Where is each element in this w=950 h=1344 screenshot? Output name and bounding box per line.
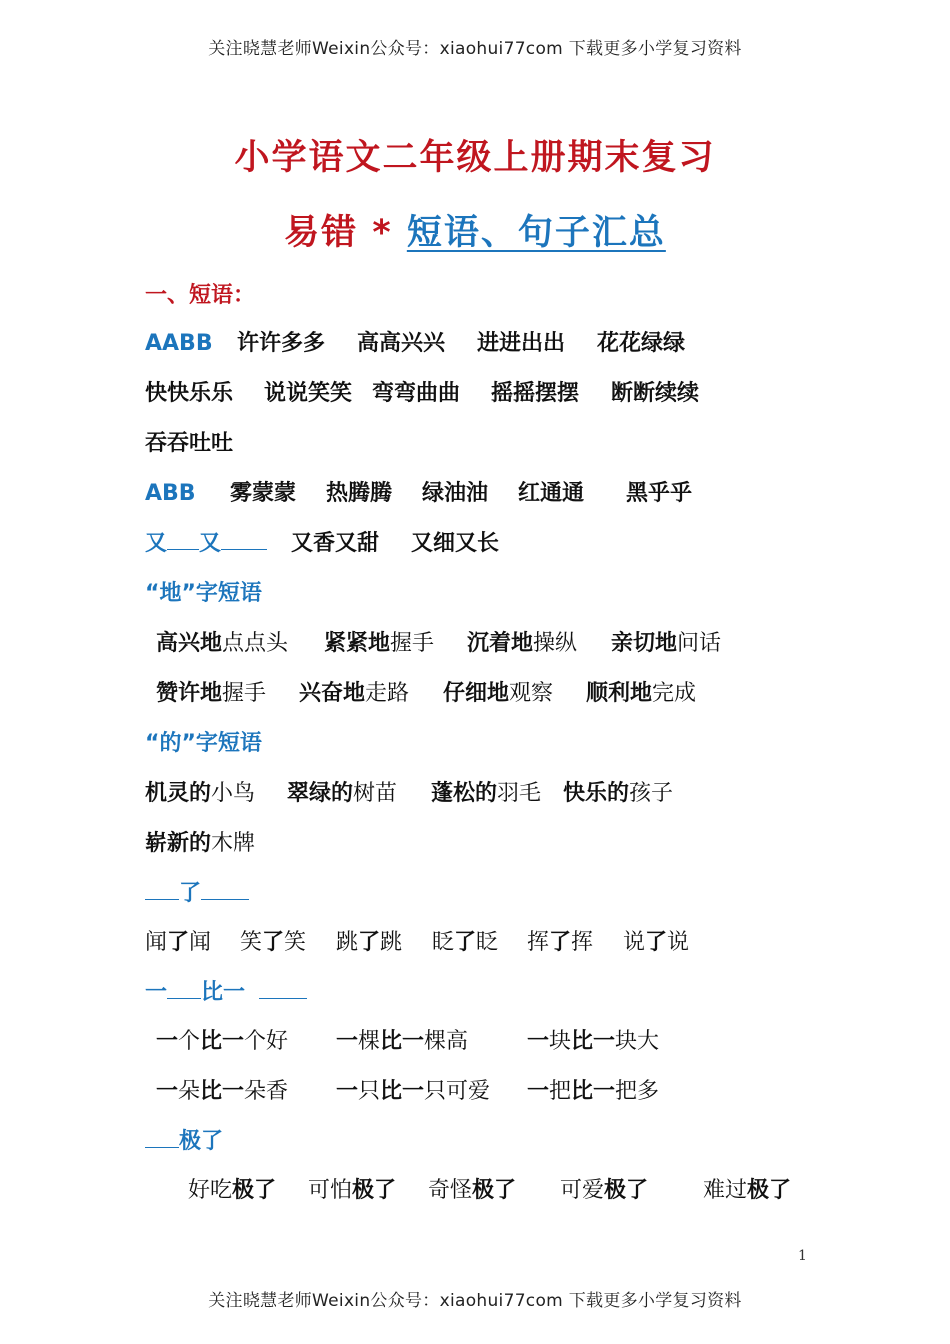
- list-item: 可爱极了: [560, 1178, 649, 1203]
- list-item: 笑了笑: [240, 930, 307, 955]
- bi-label-a: 一: [145, 980, 168, 1005]
- list-item: 紧紧地握手: [324, 631, 435, 656]
- aabb-row-3: [145, 426, 233, 457]
- ji-label: 极了: [179, 1129, 224, 1154]
- list-item: 蓬松的羽毛: [431, 781, 542, 806]
- list-item: 一块比一块大: [527, 1029, 660, 1054]
- bi-label-b: 比一: [201, 980, 246, 1005]
- list-item: 许许多多: [237, 331, 326, 356]
- list-item: 奇怪极了: [428, 1178, 517, 1203]
- page-subtitle: [0, 205, 950, 255]
- list-item: 崭新的木牌: [145, 831, 256, 856]
- list-item: 高高兴兴: [357, 331, 446, 356]
- list-item: 高兴地点点头: [156, 631, 289, 656]
- le-row: [145, 925, 689, 956]
- page-footer: 关注晓慧老师Weixin公众号：xiaohui77com 下载更多小学复习资料: [208, 1291, 742, 1311]
- list-item: 可怕极了: [308, 1178, 397, 1203]
- di-row-1: [156, 626, 721, 657]
- aabb-row-1: [145, 326, 685, 357]
- de-row-2: [145, 826, 255, 857]
- aabb-row-2: [145, 376, 699, 407]
- blank-line: [221, 531, 267, 550]
- list-item: 进进出出: [477, 331, 566, 356]
- list-item: 花花绿绿: [597, 331, 686, 356]
- list-item: 说说笑笑: [264, 381, 353, 406]
- blank-line: [145, 881, 179, 900]
- list-item: 沉着地操纵: [467, 631, 578, 656]
- list-item: 弯弯曲曲: [372, 381, 461, 406]
- page-title: 小学语文二年级上册期末复习: [234, 138, 716, 178]
- list-item: 眨了眨: [432, 930, 499, 955]
- section-heading: 一、短语：: [145, 283, 256, 308]
- list-item: 又细又长: [411, 531, 500, 556]
- list-item: 黑乎乎: [626, 481, 693, 506]
- list-item: 亲切地问话: [611, 631, 722, 656]
- page-header: 关注晓慧老师Weixin公众号：xiaohui77com 下载更多小学复习资料: [208, 39, 742, 59]
- di-heading: “地”字短语: [145, 581, 262, 606]
- le-label: 了: [179, 881, 202, 906]
- list-item: 好吃极了: [188, 1178, 277, 1203]
- list-item: 挥了挥: [527, 930, 594, 955]
- list-item: 一棵比一棵高: [336, 1029, 469, 1054]
- blank-line: [167, 980, 201, 999]
- list-item: 绿油油: [422, 481, 489, 506]
- list-item: 一个比一个好: [156, 1029, 289, 1054]
- list-item: 赞许地握手: [156, 681, 267, 706]
- ji-heading: [145, 1124, 223, 1155]
- bi-row-1: [156, 1024, 659, 1055]
- subtitle-topic: 短语、句子汇总: [406, 213, 666, 253]
- di-row-2: [156, 676, 696, 707]
- de-heading: “的”字短语: [145, 731, 262, 756]
- list-item: 兴奋地走路: [299, 681, 410, 706]
- list-item: 红通通: [518, 481, 585, 506]
- blank-line: [167, 531, 199, 550]
- list-item: 闻了闻: [145, 930, 212, 955]
- you-label-b: 又: [199, 531, 222, 556]
- blank-line: [201, 881, 249, 900]
- list-item: 一把比一把多: [527, 1079, 660, 1104]
- page-number: 1: [798, 1248, 807, 1264]
- you-label-a: 又: [145, 531, 168, 556]
- bi-row-2: [156, 1074, 659, 1105]
- abb-row: [145, 476, 692, 507]
- ji-row: [188, 1173, 791, 1204]
- list-item: 机灵的小鸟: [145, 781, 256, 806]
- list-item: 热腾腾: [326, 481, 393, 506]
- blank-line: [145, 1129, 179, 1148]
- list-item: 又香又甜: [291, 531, 380, 556]
- list-item: 说了说: [623, 930, 690, 955]
- bi-heading: [145, 975, 307, 1006]
- list-item: 吞吞吐吐: [145, 431, 234, 456]
- list-item: 一朵比一朵香: [156, 1079, 289, 1104]
- list-item: 一只比一只可爱: [336, 1079, 491, 1104]
- list-item: 顺利地完成: [586, 681, 697, 706]
- list-item: 仔细地观察: [443, 681, 554, 706]
- le-heading: [145, 876, 249, 907]
- list-item: 断断续续: [611, 381, 700, 406]
- de-row-1: [145, 776, 673, 807]
- abb-label: ABB: [145, 481, 196, 506]
- aabb-label: AABB: [145, 331, 213, 356]
- list-item: 难过极了: [703, 1178, 792, 1203]
- blank-line: [259, 980, 307, 999]
- list-item: 翠绿的树苗: [287, 781, 398, 806]
- list-item: 摇摇摆摆: [491, 381, 580, 406]
- you-row: [145, 526, 499, 557]
- list-item: 快乐的孩子: [563, 781, 674, 806]
- list-item: 快快乐乐: [145, 381, 234, 406]
- list-item: 跳了跳: [336, 930, 403, 955]
- subtitle-prefix: 易错 *: [284, 213, 407, 253]
- list-item: 雾蒙蒙: [230, 481, 297, 506]
